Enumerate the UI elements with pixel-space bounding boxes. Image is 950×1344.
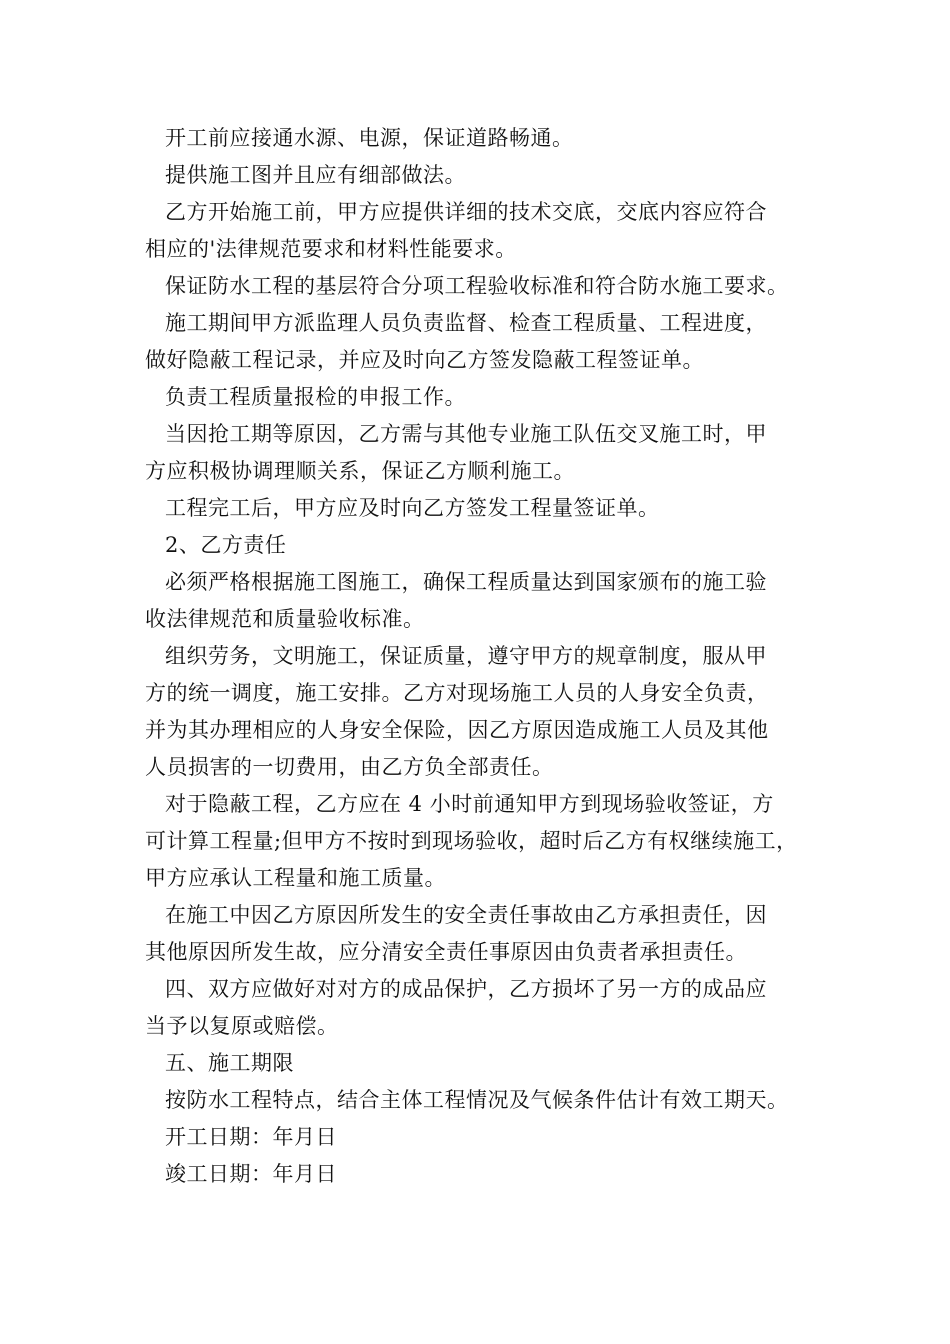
paragraph-completion-date (145, 1156, 825, 1193)
section-heading-construction-period (145, 1045, 825, 1082)
document-page (145, 120, 825, 1193)
text-line: 方应积极协调理顺关系，保证乙方顺利施工。 (145, 459, 575, 483)
text-line: 相应的'法律规范要求和材料性能要求。 (145, 237, 517, 261)
paragraph-water-power (145, 120, 825, 157)
text-line: 收法律规范和质量验收标准。 (145, 607, 425, 631)
text-line: 做好隐蔽工程记录，并应及时向乙方签发隐蔽工程签证单。 (145, 348, 704, 372)
paragraph-quality-inspection (145, 379, 825, 416)
text-line: 开工前应接通水源、电源，保证道路畅通。 (165, 126, 574, 150)
text-line: 保证防水工程的基层符合分项工程验收标准和符合防水施工要求。 (165, 274, 789, 298)
text-line: 人员损害的一切费用，由乙方负全部责任。 (145, 755, 554, 779)
paragraph-labor-safety (145, 638, 825, 786)
text-line: 工程完工后，甲方应及时向乙方签发工程量签证单。 (165, 496, 660, 520)
paragraph-cross-construction (145, 416, 825, 490)
text-line: 开工日期：年月日 (165, 1125, 337, 1149)
paragraph-construction-drawings (145, 157, 825, 194)
paragraph-completion-certificate (145, 490, 825, 527)
text-line: 竣工日期：年月日 (165, 1162, 337, 1186)
paragraph-base-layer (145, 268, 825, 305)
text-line: 提供施工图并且应有细部做法。 (165, 163, 466, 187)
paragraph-technical-briefing (145, 194, 825, 268)
paragraph-start-date (145, 1119, 825, 1156)
text-line: 施工期间甲方派监理人员负责监督、检查工程质量、工程进度， (165, 311, 767, 335)
text-line: 甲方应承认工程量和施工质量。 (145, 866, 446, 890)
text-line: 组织劳务，文明施工，保证质量，遵守甲方的规章制度，服从甲 (165, 644, 767, 668)
paragraph-effective-period (145, 1082, 825, 1119)
text-line: 并为其办理相应的人身安全保险，因乙方原因造成施工人员及其他 (145, 718, 769, 742)
section-heading-party-b (145, 527, 825, 564)
text-line: 其他原因所发生故，应分清安全责任事原因由负责者承担责任。 (145, 940, 747, 964)
text-line: 2、乙方责任 (165, 533, 287, 557)
paragraph-product-protection (145, 971, 825, 1045)
paragraph-concealed-works (145, 786, 825, 897)
text-line: 当因抢工期等原因，乙方需与其他专业施工队伍交叉施工时，甲 (165, 422, 767, 446)
text-line: 对于隐蔽工程，乙方应在 4 小时前通知甲方到现场验收签证，方 (165, 792, 774, 816)
text-line: 按防水工程特点，结合主体工程情况及气候条件估计有效工期天。 (165, 1088, 789, 1112)
text-line: 五、施工期限 (165, 1051, 294, 1075)
text-line: 可计算工程量;但甲方不按时到现场验收，超时后乙方有权继续施工， (145, 829, 798, 853)
text-line: 方的统一调度，施工安排。乙方对现场施工人员的人身安全负责， (145, 681, 769, 705)
paragraph-follow-drawings (145, 564, 825, 638)
paragraph-supervision (145, 305, 825, 379)
text-line: 四、双方应做好对对方的成品保护，乙方损坏了另一方的成品应 (165, 977, 767, 1001)
text-line: 当予以复原或赔偿。 (145, 1014, 339, 1038)
text-line: 乙方开始施工前，甲方应提供详细的技术交底，交底内容应符合 (165, 200, 767, 224)
text-line: 在施工中因乙方原因所发生的安全责任事故由乙方承担责任，因 (165, 903, 767, 927)
text-line: 必须严格根据施工图施工，确保工程质量达到国家颁布的施工验 (165, 570, 767, 594)
text-line: 负责工程质量报检的申报工作。 (165, 385, 466, 409)
paragraph-safety-liability (145, 897, 825, 971)
